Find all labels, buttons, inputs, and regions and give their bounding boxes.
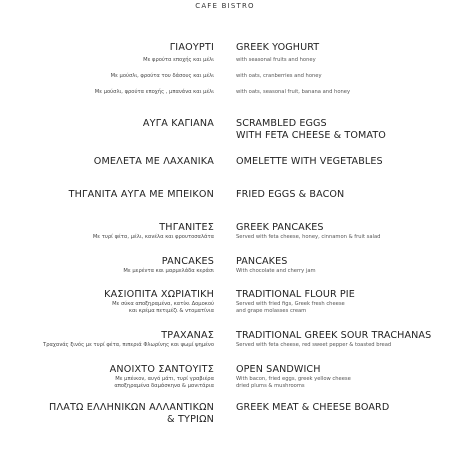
english-column — [236, 156, 383, 168]
item-title-english: FRIED EGGS & BACON — [236, 189, 345, 200]
item-title-greek: ΠΛΑΤΩ ΕΛΛΗΝΙΚΩΝ ΑΛΛΑΝΤΙΚΩΝ — [49, 402, 214, 413]
item-title-english: GREEK MEAT & CHEESE BOARD — [236, 402, 390, 413]
item-title-english: WITH FETA CHEESE & TOMATO — [236, 130, 386, 141]
item-title-greek: ΚΑΣΙΟΠΙΤΑ ΧΩΡΙΑΤΙΚΗ — [104, 289, 214, 300]
menu-item — [0, 89, 450, 95]
item-description-english: with oats, seasonal fruit, banana and honey — [236, 89, 351, 95]
item-title-greek: PANCAKES — [161, 256, 214, 267]
greek-column — [43, 330, 214, 349]
english-column — [236, 402, 389, 414]
item-description-english: With bacon, fried eggs, greek yellow cheese — [236, 376, 351, 382]
greek-column — [93, 222, 214, 241]
greek-column — [110, 364, 214, 390]
menu-item — [0, 364, 450, 389]
menu-item — [0, 256, 450, 274]
english-column — [236, 364, 351, 390]
item-title-greek: ΤΡΑΧΑΝΑΣ — [161, 330, 214, 341]
item-title-english: TRADITIONAL FLOUR PIE — [236, 289, 355, 300]
menu-item — [0, 57, 450, 63]
item-description-greek: Με τυρί φέτα, μέλι, κανέλα και φρουτοσαλάτα — [92, 234, 214, 240]
english-column — [236, 73, 322, 80]
item-description-english: With chocolate and cherry jam — [236, 268, 316, 274]
item-description-greek: αποξηραμένα δαμάσκηνα & μανιτάρια — [114, 383, 214, 389]
item-description-greek: Με μούσλι, φρούτα εποχής , μπανάνα και μέλι — [94, 89, 214, 95]
item-title-english: SCRAMBLED EGGS — [236, 118, 327, 129]
item-description-english: and grape molasses cream — [236, 308, 307, 314]
item-description-greek: Με μπέικον, αυγό μάτι, τυρί γραβιέρα — [115, 376, 214, 382]
item-title-english: PANCAKES — [236, 256, 288, 267]
item-title-greek: ΤΗΓΑΝΙΤΕΣ — [159, 222, 214, 233]
item-title-english: GREEK YOGHURT — [236, 42, 320, 53]
item-title-english: OMELETTE WITH VEGETABLES — [236, 156, 383, 167]
item-title-english: OPEN SANDWICH — [236, 364, 321, 375]
menu-item — [0, 289, 450, 314]
menu-item — [0, 156, 450, 167]
greek-column — [123, 256, 214, 275]
item-title-greek: ΑΝΟΙΧΤΟ ΣΑΝΤΟΥΙΤΣ — [109, 364, 214, 375]
english-column — [236, 89, 350, 96]
item-description-english: Served with feta cheese, red sweet pepper & toasted bread — [236, 342, 392, 348]
menu-item — [0, 189, 450, 200]
item-title-greek: ΤΗΓΑΝΙΤΑ ΑΥΓΑ ΜΕ ΜΠΕΙΚΟΝ — [68, 189, 214, 200]
item-description-english: Served with feta cheese, honey, cinnamon & fruit salad — [236, 234, 381, 240]
item-description-english: with oats, cranberries and honey — [236, 73, 322, 79]
item-title-greek: ΓΙΑΟΥΡΤΙ — [169, 42, 214, 53]
item-title-greek: ΟΜΕΛΕΤΑ ΜΕ ΛΑΧΑΝΙΚΑ — [93, 156, 214, 167]
menu-item — [0, 73, 450, 79]
greek-column — [170, 42, 214, 54]
greek-column — [69, 189, 214, 201]
menu-item — [0, 118, 450, 141]
english-column — [236, 42, 319, 54]
item-description-english: with seasonal fruits and honey — [236, 57, 316, 63]
item-description-greek: Τραχανάς ξινός με τυρί φέτα, πιπεριά Φλωρίνης και ψωμί ψημένο — [43, 342, 214, 348]
item-title-english: GREEK PANCAKES — [236, 222, 324, 233]
menu-item — [0, 402, 450, 425]
greek-column — [104, 289, 214, 315]
item-description-english: Served with fried figs, Greek fresh cheese — [236, 301, 345, 307]
item-description-greek: Με σύκα αποξηραμένα, κατίκι Δομοκού — [112, 301, 214, 307]
greek-column — [111, 73, 214, 80]
greek-column — [49, 402, 214, 426]
greek-column — [94, 156, 214, 168]
greek-column — [143, 118, 214, 130]
english-column — [236, 289, 355, 315]
english-column — [236, 118, 386, 142]
item-description-greek: και κρέμα πετιμέζι & ντοματίνια — [128, 308, 214, 314]
item-description-greek: Με μερέντα και μαρμελάδα κεράσι — [123, 268, 214, 274]
brand-header: CAFE BISTRO — [195, 2, 255, 10]
item-description-english: dried plums & mushrooms — [236, 383, 305, 389]
item-description-greek: Με μούσλι, φρούτα του δάσους και μέλι — [110, 73, 214, 79]
menu-item — [0, 42, 450, 53]
english-column — [236, 330, 431, 349]
menu-item — [0, 330, 450, 348]
greek-column — [95, 89, 214, 96]
greek-column — [143, 57, 214, 64]
english-column — [236, 222, 380, 241]
item-title-greek: & ΤΥΡΙΩΝ — [167, 414, 214, 425]
item-title-greek: ΑΥΓΑ ΚΑΓΙΑΝΑ — [142, 118, 214, 129]
item-title-english: TRADITIONAL GREEK SOUR TRACHANAS — [236, 330, 432, 341]
item-description-greek: Με φρούτα εποχής και μέλι — [143, 57, 214, 63]
english-column — [236, 57, 316, 64]
english-column — [236, 189, 344, 201]
english-column — [236, 256, 316, 275]
menu-item — [0, 222, 450, 240]
